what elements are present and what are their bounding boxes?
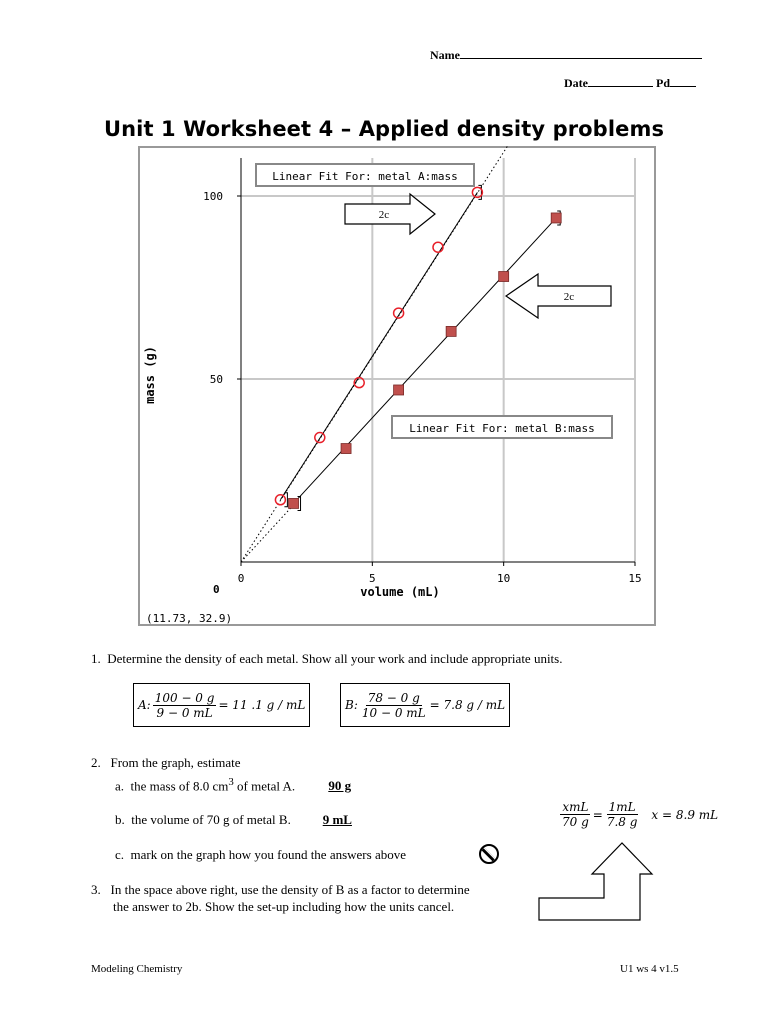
x-tick-label: 0 — [237, 572, 245, 585]
q2a-letter: a. — [115, 778, 125, 794]
y-tick-label: 50 — [209, 373, 223, 386]
q1-answer-a: A : $\frac{100 - 0 g}{9 - 0 mL}$ = 11 .1 g / mL — [133, 683, 310, 727]
date-line — [588, 75, 653, 87]
q1-b-result: = 7.8 g / mL — [429, 698, 506, 712]
q2a-answer: 90 g — [328, 778, 352, 794]
q2-prompt — [91, 755, 240, 771]
x-tick-label: 10 — [497, 572, 511, 585]
q2b — [115, 812, 377, 828]
point-metal-b — [551, 213, 561, 223]
q2a-sup: 3 — [228, 776, 234, 788]
coord-readout: (11.73, 32.9) — [146, 612, 233, 625]
q3-work — [558, 800, 718, 829]
work-fraction-2 — [605, 800, 640, 829]
q1-b-numerator: 78 − 0 g — [367, 690, 420, 705]
q2a — [115, 776, 378, 794]
q2-text: From the graph, estimate — [110, 755, 241, 770]
name-line — [460, 47, 702, 59]
point-metal-b — [394, 385, 404, 395]
q3-line2: the answer to 2b. Show the set-up including how the units cancel. — [113, 899, 455, 914]
q1-number: 1. — [91, 651, 101, 666]
q1-answer-b: B : $\frac{78 - 0 g}{10 - 0 mL}$ = 7.8 g / mL — [340, 683, 510, 727]
work-eq: = — [592, 807, 603, 822]
y-tick-zero: 0 — [213, 583, 220, 596]
name-field — [430, 47, 702, 63]
q1-b-denominator: 10 − 0 mL — [361, 705, 426, 720]
q1-a-result: = 11 .1 g / mL — [218, 698, 306, 712]
q1-b-label: B — [345, 698, 354, 712]
q1-a-denominator: 9 − 0 mL — [156, 705, 213, 720]
x-tick-label: 5 — [369, 572, 376, 585]
q2b-letter: b. — [115, 812, 125, 827]
work-num1: xmL — [562, 800, 589, 814]
q2c-text: mark on the graph how you found the answers above — [130, 847, 406, 862]
x-axis-label: volume (mL) — [360, 585, 440, 599]
q2-number: 2. — [91, 755, 101, 770]
arrow-label-1: 2c — [378, 209, 390, 221]
y-axis-label: mass (g) — [143, 346, 157, 404]
y-tick-label: 100 — [203, 190, 223, 203]
fit-b-box — [392, 416, 612, 438]
work-num2: 1mL — [608, 800, 636, 814]
x-tick-label: 15 — [628, 572, 642, 585]
date-field — [564, 75, 696, 91]
q1-prompt — [91, 651, 562, 667]
work-den1: 70 g — [562, 815, 589, 829]
fit-b-label: Linear Fit For: metal B:mass — [409, 422, 595, 435]
footer-right: U1 ws 4 v1.5 — [620, 963, 679, 975]
density-graph — [138, 146, 656, 626]
pd-label: Pd — [656, 76, 671, 90]
arrow-label-2: 2c — [563, 291, 575, 303]
point-metal-b — [289, 498, 299, 508]
q1-text: Determine the density of each metal. Show all your work and include appropriate units. — [107, 651, 563, 666]
date-label: Date — [564, 76, 588, 90]
q2b-answer: 9 mL — [322, 812, 352, 827]
q3-line1: In the space above right, use the density of B as a factor to determine — [110, 882, 470, 897]
pd-line — [670, 75, 696, 87]
page-title: Unit 1 Worksheet 4 – Applied density problems — [103, 117, 665, 141]
q2a-text-pre: the mass of 8.0 cm — [130, 778, 229, 794]
name-label: Name — [430, 48, 460, 62]
point-metal-b — [341, 444, 351, 454]
point-metal-b — [446, 326, 456, 336]
fit-a-box — [256, 164, 474, 186]
work-fraction-1 — [560, 800, 591, 829]
q2c-letter: c. — [115, 847, 125, 862]
q2a-text-post: of metal A. — [233, 778, 296, 794]
q1-a-numerator: 100 − 0 g — [154, 690, 215, 705]
q3-number: 3. — [91, 882, 101, 897]
pencil-icon — [478, 843, 500, 865]
fit-a-label: Linear Fit For: metal A:mass — [272, 170, 458, 183]
q2b-text: the volume of 70 g of metal B. — [131, 812, 291, 827]
q1-b-fraction — [360, 691, 428, 720]
q2c — [115, 847, 406, 863]
footer-left: Modeling Chemistry — [91, 963, 183, 975]
bent-arrow-up — [536, 840, 686, 922]
point-metal-b — [499, 272, 509, 282]
work-den2: 7.8 g — [606, 815, 638, 829]
q1-a-label: A — [138, 698, 147, 712]
work-result: x = 8.9 mL — [651, 807, 719, 822]
q3-prompt — [91, 881, 470, 915]
q1-a-fraction — [153, 691, 217, 720]
